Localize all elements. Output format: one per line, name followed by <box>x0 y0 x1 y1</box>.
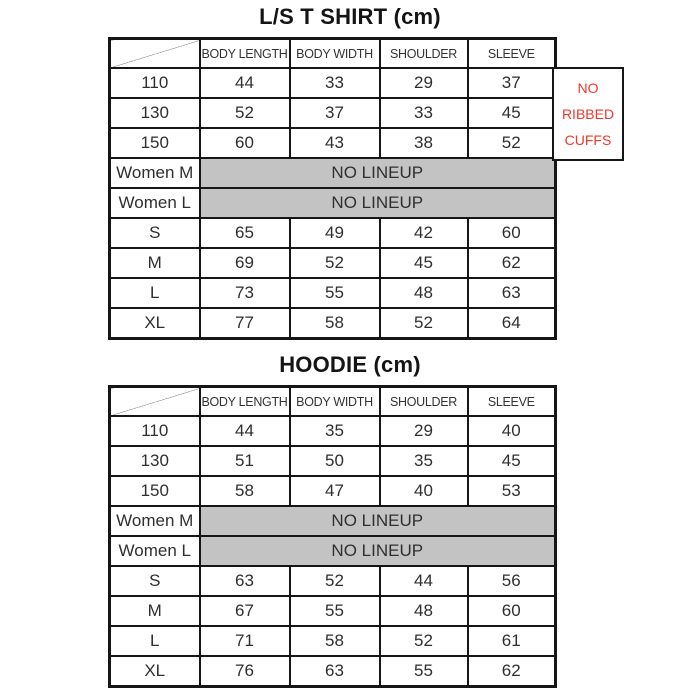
row-label: 110 <box>110 416 200 446</box>
table-row <box>110 158 556 188</box>
value-cell: 33 <box>290 68 380 98</box>
row-label: 150 <box>110 128 200 158</box>
row-label: 130 <box>110 98 200 128</box>
value-cell: 29 <box>380 416 468 446</box>
hoodie-size-table <box>108 385 557 688</box>
no-lineup-cell: NO LINEUP <box>200 506 556 536</box>
table-row <box>110 506 556 536</box>
value-cell: 38 <box>380 128 468 158</box>
value-cell: 63 <box>200 566 290 596</box>
table-row <box>110 656 556 687</box>
header-row <box>110 39 556 69</box>
no-ribbed-cuffs-note <box>552 67 624 161</box>
value-cell: 45 <box>468 446 556 476</box>
value-cell: 62 <box>468 656 556 687</box>
value-cell: 48 <box>380 596 468 626</box>
table-row <box>110 536 556 566</box>
value-cell: 40 <box>380 476 468 506</box>
table-row <box>110 566 556 596</box>
hoodie-table-title: HOODIE (cm) <box>279 352 421 377</box>
value-cell: 45 <box>468 98 556 128</box>
column-header: BODY WIDTH <box>290 39 380 69</box>
value-cell: 52 <box>290 248 380 278</box>
corner-diagonal-cell <box>110 39 200 69</box>
no-lineup-cell: NO LINEUP <box>200 188 556 218</box>
column-header: BODY WIDTH <box>290 387 380 417</box>
value-cell: 58 <box>290 626 380 656</box>
column-header: SHOULDER <box>380 39 468 69</box>
value-cell: 50 <box>290 446 380 476</box>
note-line: RIBBED <box>561 106 615 122</box>
value-cell: 53 <box>468 476 556 506</box>
value-cell: 52 <box>380 626 468 656</box>
table-row <box>110 68 556 98</box>
value-cell: 47 <box>290 476 380 506</box>
value-cell: 44 <box>200 416 290 446</box>
table-row <box>110 446 556 476</box>
value-cell: 60 <box>200 128 290 158</box>
value-cell: 67 <box>200 596 290 626</box>
note-line: CUFFS <box>564 132 612 148</box>
row-label: L <box>110 278 200 308</box>
row-label: S <box>110 218 200 248</box>
column-header: BODY LENGTH <box>200 39 290 69</box>
value-cell: 61 <box>468 626 556 656</box>
value-cell: 71 <box>200 626 290 656</box>
corner-diagonal-cell <box>110 387 200 417</box>
value-cell: 43 <box>290 128 380 158</box>
column-header: BODY LENGTH <box>200 387 290 417</box>
value-cell: 60 <box>468 218 556 248</box>
tshirt-size-table <box>108 37 557 340</box>
value-cell: 56 <box>468 566 556 596</box>
no-lineup-cell: NO LINEUP <box>200 158 556 188</box>
value-cell: 58 <box>200 476 290 506</box>
value-cell: 52 <box>468 128 556 158</box>
value-cell: 40 <box>468 416 556 446</box>
value-cell: 52 <box>380 308 468 339</box>
value-cell: 55 <box>290 596 380 626</box>
value-cell: 52 <box>200 98 290 128</box>
table-row <box>110 476 556 506</box>
value-cell: 64 <box>468 308 556 339</box>
row-label: M <box>110 596 200 626</box>
value-cell: 62 <box>468 248 556 278</box>
value-cell: 52 <box>290 566 380 596</box>
value-cell: 44 <box>380 566 468 596</box>
table-row <box>110 248 556 278</box>
table-row <box>110 596 556 626</box>
value-cell: 45 <box>380 248 468 278</box>
row-label: Women M <box>110 506 200 536</box>
table-row <box>110 308 556 339</box>
row-label: XL <box>110 308 200 339</box>
row-label: 130 <box>110 446 200 476</box>
value-cell: 76 <box>200 656 290 687</box>
value-cell: 37 <box>468 68 556 98</box>
value-cell: 35 <box>290 416 380 446</box>
value-cell: 42 <box>380 218 468 248</box>
value-cell: 73 <box>200 278 290 308</box>
row-label: Women L <box>110 536 200 566</box>
value-cell: 60 <box>468 596 556 626</box>
value-cell: 58 <box>290 308 380 339</box>
table-row <box>110 416 556 446</box>
value-cell: 33 <box>380 98 468 128</box>
value-cell: 63 <box>290 656 380 687</box>
value-cell: 44 <box>200 68 290 98</box>
header-row <box>110 387 556 417</box>
table-row <box>110 626 556 656</box>
value-cell: 51 <box>200 446 290 476</box>
table-row <box>110 128 556 158</box>
row-label: XL <box>110 656 200 687</box>
tshirt-table-title: L/S T SHIRT (cm) <box>259 4 441 29</box>
row-label: Women M <box>110 158 200 188</box>
value-cell: 55 <box>290 278 380 308</box>
row-label: Women L <box>110 188 200 218</box>
value-cell: 65 <box>200 218 290 248</box>
value-cell: 69 <box>200 248 290 278</box>
no-lineup-cell: NO LINEUP <box>200 536 556 566</box>
value-cell: 35 <box>380 446 468 476</box>
table-row <box>110 98 556 128</box>
row-label: S <box>110 566 200 596</box>
column-header: SHOULDER <box>380 387 468 417</box>
value-cell: 48 <box>380 278 468 308</box>
value-cell: 29 <box>380 68 468 98</box>
value-cell: 55 <box>380 656 468 687</box>
row-label: L <box>110 626 200 656</box>
value-cell: 37 <box>290 98 380 128</box>
table-row <box>110 278 556 308</box>
table-row <box>110 188 556 218</box>
value-cell: 63 <box>468 278 556 308</box>
value-cell: 49 <box>290 218 380 248</box>
row-label: 110 <box>110 68 200 98</box>
table-row <box>110 218 556 248</box>
note-line: NO <box>577 80 599 96</box>
column-header: SLEEVE <box>468 387 556 417</box>
row-label: M <box>110 248 200 278</box>
row-label: 150 <box>110 476 200 506</box>
value-cell: 77 <box>200 308 290 339</box>
column-header: SLEEVE <box>468 39 556 69</box>
